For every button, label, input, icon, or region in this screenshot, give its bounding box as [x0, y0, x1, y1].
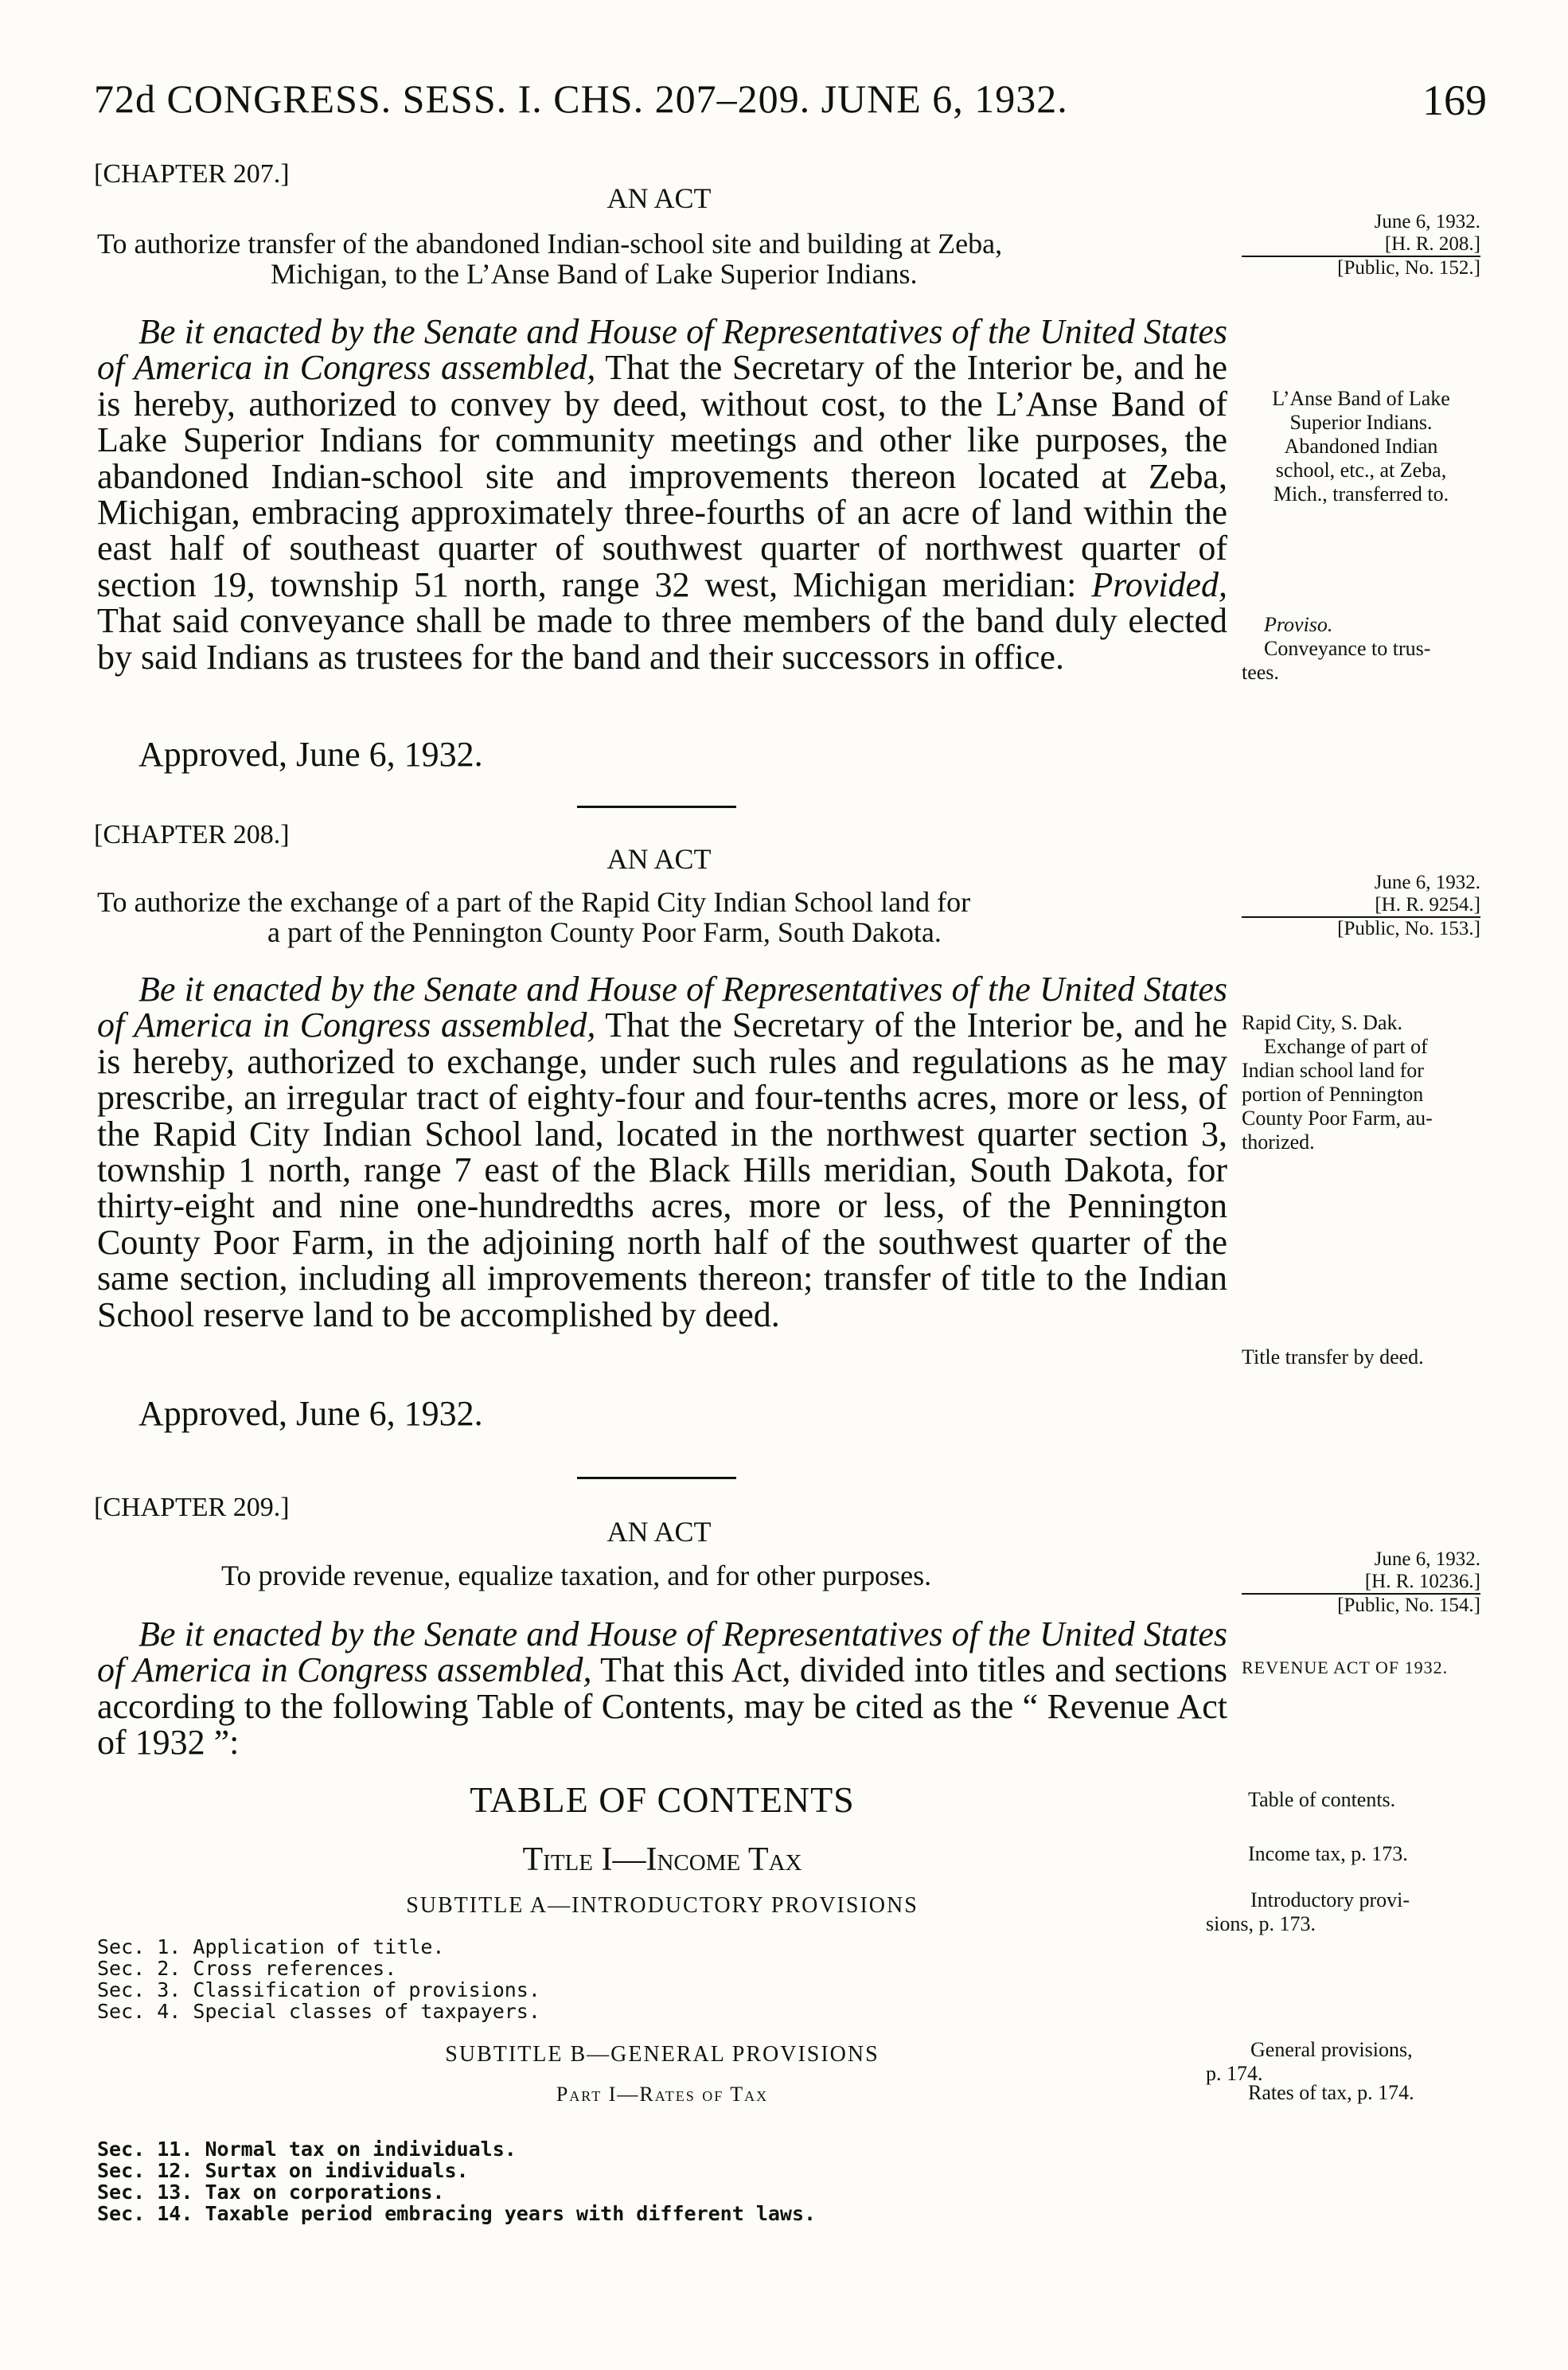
- chapter-207-enacting-clause: Be it enacted by the Senate and House of Representatives of the United States of America in Congress assembled,: [97, 312, 1227, 388]
- chapter-208-date-block: [1242, 872, 1480, 940]
- running-title: 72d CONGRESS. SESS. I. CHS. 207–209. JUNE 6, 1932.: [94, 76, 1068, 121]
- list-item: Sec. 14. Taxable period embracing years with different laws.: [97, 2202, 817, 2225]
- chapter-209-date: June 6, 1932.: [1374, 1548, 1480, 1570]
- chapter-209-body-text: That this Act, divided into titles and sections according to the following Table of Contents, may be cited as the “ Revenue Act of 1932 ”:: [97, 1650, 1227, 1763]
- chapter-208-title-line-1: To authorize the exchange of a part of the Rapid City Indian School land for: [97, 886, 971, 918]
- part-i-sections: [97, 2138, 816, 2224]
- subtitle-b-margin-note: General provisions, p. 174.: [1206, 2038, 1413, 2085]
- chapter-209-label: [CHAPTER 209.]: [94, 1493, 290, 1522]
- chapter-207-body-text-a: That the Secretary of the Interior be, and he is hereby, authorized to convey by deed, without cost, to the L’Anse Band of Lake Superior Indians for community meetings and other like purposes, the abandoned Indian-school site and improvements thereon located at Zeba, Michigan, embracing approximately three-fourths of an acre of land within the east half of southeast quarter of southwest quarter of northwest quarter of section 19, township 51 north, range 32 west, Michigan meridian:: [97, 348, 1228, 604]
- list-item: Sec. 2. Cross references.: [97, 1957, 397, 1980]
- chapter-207-public-law: [Public, No. 152.]: [1337, 257, 1480, 279]
- chapter-208-title-line-2: a part of the Pennington County Poor Farm, South Dakota.: [267, 916, 942, 948]
- chapter-207-label: [CHAPTER 207.]: [94, 159, 290, 189]
- chapter-208-label: [CHAPTER 208.]: [94, 820, 290, 849]
- chapter-209-enacting-clause: Be it enacted by the Senate and House of Representatives of the United States of America in Congress assembled,: [97, 1614, 1227, 1690]
- chapter-208-bill: [H. R. 9254.]: [1375, 894, 1480, 916]
- chapter-divider: [577, 1477, 736, 1479]
- chapter-207-body-text-b: That said conveyance shall be made to three members of the band duly elected by said Indians as trustees for the band and their successors in office.: [97, 601, 1227, 677]
- chapter-208-body: [97, 971, 1227, 1333]
- chapter-207-approved: Approved, June 6, 1932.: [138, 735, 483, 774]
- list-item: Sec. 11. Normal tax on individuals.: [97, 2138, 517, 2161]
- chapter-207-title-line-1: To authorize transfer of the abandoned Indian-school site and building at Zeba,: [97, 228, 1003, 260]
- chapter-208-enacting-clause: Be it enacted by the Senate and House of Representatives of the United States of America in Congress assembled,: [97, 970, 1227, 1045]
- subtitle-b-heading: SUBTITLE B—GENERAL PROVISIONS: [445, 2042, 880, 2067]
- part-i-heading: Part I—Rates of Tax: [556, 2083, 769, 2106]
- proviso-label: Proviso.: [1264, 613, 1333, 636]
- chapter-208-an-act: AN ACT: [607, 843, 712, 875]
- chapter-208-approved: Approved, June 6, 1932.: [138, 1394, 483, 1433]
- chapter-209-bill: [H. R. 10236.]: [1364, 1571, 1480, 1592]
- revenue-act-margin-note: REVENUE ACT OF 1932.: [1242, 1657, 1449, 1677]
- chapter-207-title-line-2: Michigan, to the L’Anse Band of Lake Superior Indians.: [271, 258, 918, 290]
- chapter-209-body: [97, 1616, 1227, 1761]
- list-item: Sec. 3. Classification of provisions.: [97, 1978, 540, 2001]
- table-of-contents-heading: TABLE OF CONTENTS: [470, 1779, 855, 1820]
- list-item: Sec. 12. Surtax on individuals.: [97, 2159, 469, 2182]
- subtitle-a-sections: [97, 1936, 540, 2022]
- chapter-207-an-act: AN ACT: [607, 182, 712, 214]
- chapter-208-date: June 6, 1932.: [1374, 872, 1480, 893]
- running-head: [94, 76, 1487, 131]
- list-item: Sec. 13. Tax on corporations.: [97, 2181, 445, 2204]
- chapter-208-public-law: [Public, No. 153.]: [1337, 918, 1480, 939]
- part-i-margin-note: Rates of tax, p. 174.: [1248, 2081, 1414, 2104]
- chapter-209-public-law: [Public, No. 154.]: [1337, 1595, 1480, 1616]
- chapter-208-margin-note-1: Rapid City, S. Dak. Exchange of part of Indian school land for portion of Pennington County Poor Farm, au- thorized.: [1242, 1011, 1433, 1154]
- chapter-207-date: June 6, 1932.: [1374, 211, 1480, 232]
- chapter-207-body: [97, 314, 1227, 675]
- chapter-209-date-block: [1242, 1548, 1480, 1617]
- chapter-divider: [577, 806, 736, 808]
- list-item: Sec. 4. Special classes of taxpayers.: [97, 2000, 540, 2023]
- chapter-207-bill: [H. R. 208.]: [1384, 233, 1480, 255]
- chapter-209-an-act: AN ACT: [607, 1516, 712, 1548]
- chapter-208-body-text: That the Secretary of the Interior be, and he is hereby, authorized to exchange, under such rules and regulations as he may prescribe, an irregular tract of eighty-four and four-tenths acres, more or less, of the Rapid City Indian School land, located in the northwest quarter section 3, township 1 north, range 7 east of the Black Hills meridian, South Dakota, for thirty-eight and nine one-hundredths acres, more or less, of the Pennington County Poor Farm, in the adjoining north half of the southwest quarter of the same section, including all improvements thereon; transfer of title to the Indian School reserve land to be accomplished by deed.: [97, 1005, 1228, 1334]
- list-item: Sec. 1. Application of title.: [97, 1935, 445, 1958]
- subtitle-a-margin-note: Introductory provi- sions, p. 173.: [1206, 1888, 1410, 1935]
- chapter-207-margin-note-1: L’Anse Band of Lake Superior Indians. Abandoned Indian school, etc., at Zeba, Mich., transferred to.: [1272, 387, 1450, 506]
- chapter-207-provided: Provided,: [1091, 564, 1227, 604]
- chapter-207-date-block: [1242, 211, 1480, 279]
- title-i-margin-note: Income tax, p. 173.: [1248, 1842, 1408, 1865]
- table-of-contents-margin-note: Table of contents.: [1248, 1788, 1396, 1811]
- chapter-207-margin-note-2: Proviso. Conveyance to trus- tees.: [1242, 613, 1480, 685]
- subtitle-a-heading: SUBTITLE A—INTRODUCTORY PROVISIONS: [406, 1893, 919, 1918]
- title-i-heading: Title I—Income Tax: [522, 1841, 802, 1878]
- page-number: 169: [1422, 76, 1487, 124]
- chapter-208-margin-note-2: Title transfer by deed.: [1242, 1345, 1424, 1369]
- chapter-209-title: To provide revenue, equalize taxation, and for other purposes.: [221, 1560, 932, 1591]
